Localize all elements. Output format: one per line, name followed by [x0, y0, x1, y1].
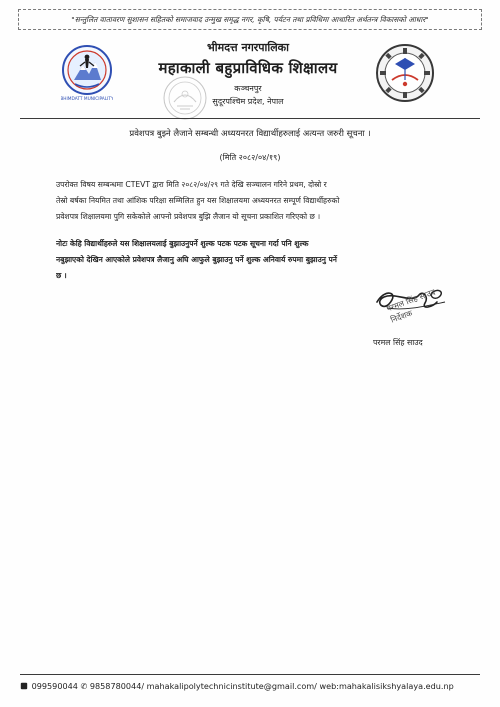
signatory-name: परमल सिंह साउद [373, 338, 423, 347]
municipality-logo-graphic [61, 44, 113, 104]
institution-header [128, 39, 368, 108]
paragraph-line: प्रवेशपत्र शिक्षालयमा पुगि सकेकोले आफ्नो प्रवेशपत्र बुझि लैजान यो सूचना प्रकाशित गरिएको छ । [56, 212, 321, 221]
notice-date: (मिति २०८२/०४/१९) [219, 153, 281, 162]
notice-subject: प्रवेशपत्र बुझ्ने लैजाने सम्बन्धी अध्ययनरत विद्यार्थीहरुलाई अत्यन्त जरुरी सूचना । [129, 129, 371, 139]
note-line: नोटः केहि विद्यार्थीहरुले यस शिक्षालयलाई बुझाउनुपर्ने शुल्क पटक पटक सूचना गर्दा पनि शुल्क [56, 239, 309, 248]
paragraph-line: उपरोक्त विषय सम्बन्धमा CTEVT द्वारा मिति २०८२/०४/२९ गते देखि सञ्चालन गरिने प्रथम, दोस्रो र [56, 180, 327, 189]
paragraph-line: तेस्रो बर्षका नियमित तथा आंशिक परिक्षा सम्मिलित हुन यस शिक्षालयमा अध्ययनरत सम्पूर्ण विद्यार्थीहरुको [56, 196, 340, 205]
phone-icon [20, 681, 28, 689]
contact-details: 099590044 ✆ 9858780044/ mahakalipolytechnicinstitute@gmail.com/ web:mahakalisikshyalaya.edu.np [31, 681, 454, 691]
address-province: सुदूरपश्चिम प्रदेश, नेपाल [212, 97, 284, 106]
contact-footer [20, 680, 480, 692]
motto-text: "सन्तुलित वातावरण सुशासन सहितको समाजवाद उन्मुख समृद्ध नगर, कृषि, पर्यटन तथा प्रविधिमा आधारित अर्थतन्त्र विकासको आधार" [71, 15, 429, 24]
footer-divider [20, 674, 480, 675]
stamp-name: परमल सिंह साउद [385, 287, 437, 314]
municipality-name: भीमदत्त नगरपालिका [207, 41, 289, 54]
notice-paragraph-main [56, 177, 461, 225]
note-line: छ । [56, 271, 67, 280]
municipality-logo-icon [61, 44, 113, 104]
note-line: नबुझाएको देखिन आएकोले प्रवेशपत्र लैजानु अघि आफुले बुझाउनु पर्ने शुल्क अनिवार्य रुपमा बुझाउनु पर्ने [56, 255, 337, 264]
stamp-title: निर्देशक [389, 308, 414, 325]
address-district: कञ्चनपुर [234, 84, 262, 93]
polytechnic-logo-graphic [374, 42, 436, 104]
polytechnic-logo-icon [374, 42, 436, 104]
municipality-logo-caption: BHIMDATT MUNICIPALITY [61, 97, 113, 102]
motto-banner [18, 9, 482, 30]
header-divider [20, 118, 480, 119]
institution-name: महाकाली बहुप्राविधिक शिक्षालय [158, 59, 338, 77]
notice-paragraph-note [56, 236, 461, 284]
